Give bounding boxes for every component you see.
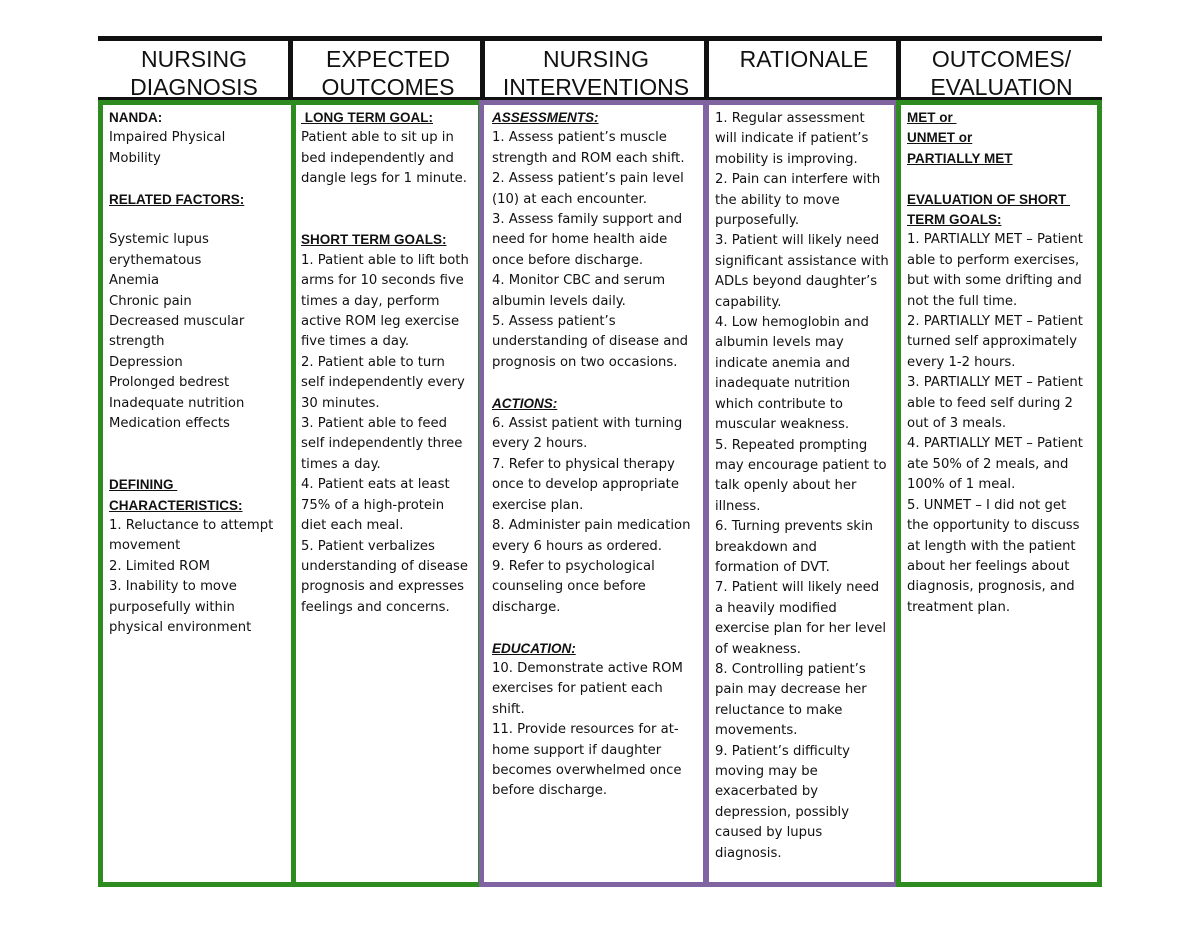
text-line: 8. Administer pain medication: [492, 518, 691, 534]
text-line: 9. Patient’s difficulty: [715, 743, 850, 759]
text-line: home support if daughter: [492, 742, 662, 758]
text-line: Mobility: [109, 150, 161, 166]
text-line: 1. Regular assessment: [715, 111, 865, 126]
text-line: 2. Patient able to turn: [301, 354, 445, 370]
text-line: at length with the patient: [907, 538, 1076, 554]
text-line: Depression: [109, 354, 183, 370]
text-line: caused by lupus: [715, 825, 823, 841]
text-line: 5. UNMET – I did not get: [907, 497, 1067, 513]
header-text-line: EVALUATION: [930, 74, 1073, 100]
text-line: 5. Patient verbalizes: [301, 538, 435, 554]
text-line: Medication effects: [109, 416, 230, 432]
text-line: self independently three: [301, 436, 463, 452]
text-line: pain may decrease her: [715, 682, 867, 698]
text-line: 7. Patient will likely need: [715, 580, 880, 596]
text-line: Decreased muscular: [109, 314, 245, 330]
text-line: 5. Assess patient’s: [492, 314, 616, 330]
text-line: muscular weakness.: [715, 417, 850, 433]
text-line: may encourage patient to: [715, 457, 887, 473]
text-line: 100% of 1 meal.: [907, 477, 1016, 493]
text-line: able to feed self during 2: [907, 395, 1073, 411]
actions-label: ACTIONS:: [492, 395, 558, 411]
text-line: (10) at each encounter.: [492, 191, 647, 207]
text-line: 4. Monitor CBC and serum: [492, 273, 666, 289]
text-line: breakdown and: [715, 539, 817, 555]
nursing-interventions-column: [492, 108, 706, 802]
text-line: talk openly about her: [715, 478, 857, 494]
text-line: 2. PARTIALLY MET – Patient: [907, 314, 1083, 330]
text-line: a heavily modified: [715, 600, 837, 616]
text-line: 7. Refer to physical therapy: [492, 456, 675, 472]
text-line: counseling once before: [492, 579, 646, 595]
defining-list: [109, 516, 294, 638]
header-row: [98, 36, 1102, 102]
header-text-line: NURSING: [140, 46, 248, 72]
text-line: albumin levels may: [715, 335, 844, 351]
evaluation-label-1: EVALUATION OF SHORT: [907, 191, 1070, 207]
text-line: becomes overwhelmed once: [492, 762, 682, 778]
text-line: indicate anemia and: [715, 355, 851, 371]
text-line: which contribute to: [715, 396, 843, 412]
text-line: 3. Patient will likely need: [715, 233, 880, 249]
header-rationale: [709, 41, 899, 97]
text-line: 2. Assess patient’s pain level: [492, 171, 684, 187]
header-text-line: OUTCOMES: [321, 74, 455, 100]
header-text-line: NURSING: [542, 46, 650, 72]
text-line: Chronic pain: [109, 293, 192, 309]
text-line: Impaired Physical: [109, 130, 226, 146]
header-text-line: RATIONALE: [739, 46, 869, 72]
text-line: purposefully.: [715, 213, 800, 229]
text-line: 2. Pain can interfere with: [715, 172, 881, 188]
text-line: turned self approximately: [907, 334, 1078, 350]
text-line: 6. Assist patient with turning: [492, 416, 683, 432]
text-line: 1. PARTIALLY MET – Patient: [907, 232, 1083, 248]
text-line: 9. Refer to psychological: [492, 558, 655, 574]
text-line: 4. PARTIALLY MET – Patient: [907, 436, 1083, 452]
text-line: movements.: [715, 723, 798, 739]
text-line: significant assistance with: [715, 253, 889, 269]
text-line: not the full time.: [907, 293, 1018, 309]
text-line: 4. Patient eats at least: [301, 477, 450, 493]
text-line: PARTIALLY MET: [907, 150, 1013, 166]
header-text-line: INTERVENTIONS: [502, 74, 690, 100]
text-line: MET or: [907, 110, 957, 125]
rationale-column: [715, 109, 897, 864]
text-line: 75% of a high-protein: [301, 497, 445, 513]
text-line: 2. Limited ROM: [109, 558, 211, 574]
text-line: prognosis on two occasions.: [492, 354, 678, 370]
text-line: prognosis and expresses: [301, 579, 464, 595]
defining-label-2: CHARACTERISTICS:: [109, 497, 243, 513]
text-line: Patient able to sit up in: [301, 130, 454, 146]
assessments-list: [492, 128, 706, 373]
text-line: 8. Controlling patient’s: [715, 661, 866, 677]
text-line: 6. Turning prevents skin: [715, 519, 873, 535]
text-line: times a day, perform: [301, 293, 440, 309]
text-line: diagnosis, prognosis, and: [907, 579, 1075, 595]
text-line: every 6 hours as ordered.: [492, 538, 662, 554]
text-line: Prolonged bedrest: [109, 375, 230, 391]
text-line: moving may be: [715, 764, 818, 779]
header-nursing-interventions: [485, 41, 707, 100]
text-line: 1. Reluctance to attempt: [109, 518, 274, 534]
text-line: about her feelings about: [907, 558, 1070, 574]
text-line: strength: [109, 334, 165, 350]
text-line: exercises for patient each: [492, 681, 663, 697]
text-line: times a day.: [301, 456, 381, 472]
text-line: albumin levels daily.: [492, 293, 626, 309]
text-line: erythematous: [109, 252, 202, 268]
evaluation-list: [907, 230, 1099, 618]
rationale-list: [715, 109, 897, 864]
text-line: 4. Low hemoglobin and: [715, 315, 869, 331]
text-line: depression, possibly: [715, 804, 849, 820]
short-term-goals-label: SHORT TERM GOALS:: [301, 232, 447, 248]
header-expected-outcomes: [293, 41, 483, 100]
text-line: discharge.: [492, 599, 561, 615]
defining-label-1: DEFINING: [109, 477, 178, 493]
long-term-goal-label: LONG TERM GOAL:: [301, 110, 433, 125]
text-line: the ability to move: [715, 192, 840, 208]
text-line: 3. Assess family support and: [492, 212, 683, 228]
header-text-line: EXPECTED: [326, 46, 450, 72]
nursing-diagnosis-column: [109, 108, 294, 639]
text-line: movement: [109, 538, 181, 554]
text-line: ate 50% of 2 meals, and: [907, 456, 1069, 472]
text-line: 3. Patient able to feed: [301, 416, 447, 432]
text-line: before discharge.: [492, 783, 608, 799]
text-line: understanding of disease: [301, 558, 469, 574]
education-label: EDUCATION:: [492, 640, 576, 656]
text-line: active ROM leg exercise: [301, 314, 460, 330]
nanda-list: [109, 128, 294, 169]
text-line: ADLs beyond daughter’s: [715, 274, 878, 290]
text-line: exercise plan for her level: [715, 621, 887, 637]
text-line: 3. Inability to move: [109, 579, 237, 595]
text-line: purposefully within: [109, 599, 235, 615]
text-line: exercise plan.: [492, 497, 584, 513]
text-line: mobility is improving.: [715, 151, 858, 167]
text-line: five times a day.: [301, 334, 410, 350]
text-line: 1. Patient able to lift both: [301, 252, 469, 268]
text-line: formation of DVT.: [715, 559, 830, 575]
text-line: UNMET or: [907, 130, 973, 146]
text-line: shift.: [492, 701, 525, 717]
text-line: every 2 hours.: [492, 436, 588, 452]
text-line: capability.: [715, 294, 782, 310]
text-line: but with some drifting and: [907, 273, 1082, 289]
header-outcomes-evaluation: [901, 41, 1102, 100]
text-line: out of 3 meals.: [907, 416, 1007, 432]
header-text-line: OUTCOMES/: [931, 46, 1072, 72]
text-line: diet each meal.: [301, 518, 404, 534]
text-line: 5. Repeated prompting: [715, 437, 868, 453]
assessments-label: ASSESSMENTS:: [492, 110, 599, 125]
text-line: 1. Assess patient’s muscle: [492, 130, 667, 146]
text-line: Systemic lupus: [109, 232, 209, 248]
text-line: illness.: [715, 498, 761, 514]
header-nursing-diagnosis: [98, 41, 290, 100]
text-line: 3. PARTIALLY MET – Patient: [907, 375, 1083, 391]
text-line: able to perform exercises,: [907, 252, 1080, 268]
text-line: every 1-2 hours.: [907, 354, 1016, 370]
text-line: of weakness.: [715, 641, 801, 657]
related-factors-list: [109, 230, 294, 434]
text-line: diagnosis.: [715, 845, 782, 861]
evaluation-label-2: TERM GOALS:: [907, 212, 1002, 228]
text-line: bed independently and: [301, 150, 454, 166]
text-line: exacerbated by: [715, 784, 819, 800]
text-line: Inadequate nutrition: [109, 395, 245, 411]
text-line: treatment plan.: [907, 599, 1011, 615]
text-line: arms for 10 seconds five: [301, 273, 464, 289]
text-line: Anemia: [109, 273, 160, 289]
text-line: will indicate if patient’s: [715, 131, 869, 147]
text-line: dangle legs for 1 minute.: [301, 171, 467, 187]
text-line: 11. Provide resources for at-: [492, 722, 679, 738]
text-line: self independently every: [301, 375, 465, 391]
text-line: the opportunity to discuss: [907, 518, 1080, 534]
text-line: 30 minutes.: [301, 395, 380, 411]
nanda-label: NANDA:: [109, 110, 163, 125]
header-text-line: DIAGNOSIS: [130, 74, 258, 100]
text-line: reluctance to make: [715, 702, 843, 718]
actions-list: [492, 414, 706, 618]
text-line: 10. Demonstrate active ROM: [492, 660, 683, 676]
text-line: need for home health aide: [492, 232, 668, 248]
text-line: physical environment: [109, 620, 252, 636]
expected-outcomes-column: [301, 108, 481, 618]
related-factors-label: RELATED FACTORS:: [109, 191, 245, 207]
text-line: once to develop appropriate: [492, 477, 679, 493]
long-term-goal-list: [301, 128, 481, 189]
text-line: strength and ROM each shift.: [492, 150, 685, 166]
text-line: feelings and concerns.: [301, 599, 450, 615]
evaluation-column: [907, 108, 1099, 618]
text-line: inadequate nutrition: [715, 376, 851, 392]
met-options-list: [907, 108, 1099, 169]
education-list: [492, 659, 706, 802]
text-line: understanding of disease and: [492, 334, 689, 350]
short-term-goals-list: [301, 251, 481, 618]
text-line: once before discharge.: [492, 252, 644, 268]
